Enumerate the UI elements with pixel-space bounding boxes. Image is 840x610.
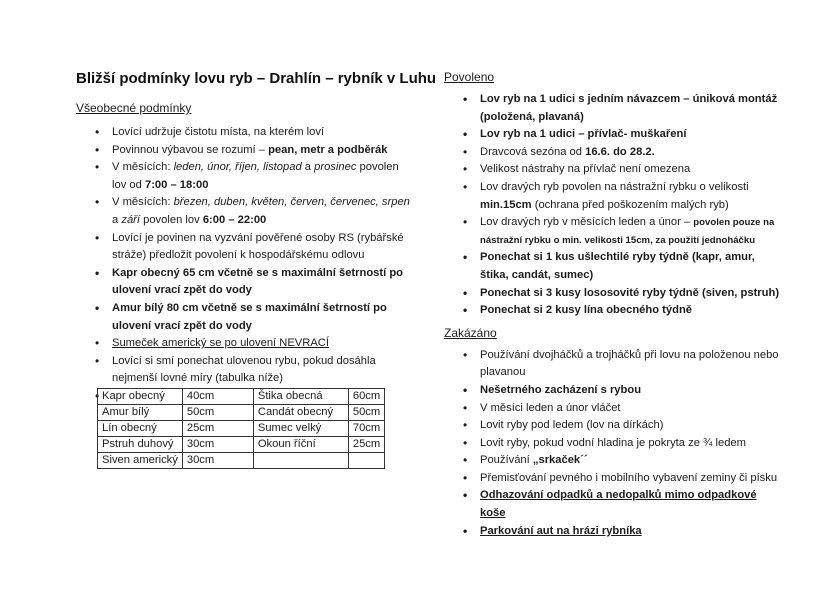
list-item: • V měsíci leden a únor vláčet: [444, 400, 784, 418]
list-item: • Lov ryb na 1 udici – přívlač- muškaření: [444, 126, 784, 144]
general-conditions-list: [76, 124, 416, 406]
list-item: • Nešetrného zacházení s rybou: [444, 382, 784, 400]
list-item: • Kapr obecný 65 cm včetně se s maximální šetrností po ulovení vrací zpět do vody: [76, 265, 416, 300]
table-row: [98, 453, 385, 469]
list-item: • V měsících: leden, únor, říjen, listopad a prosinec povolen lov od 7:00 – 18:00: [76, 159, 416, 194]
list-item: • Přemisťování pevného i mobilního vybavení zeminy či písku: [444, 470, 784, 488]
table-cell: 25cm: [348, 437, 384, 453]
table-row: [98, 437, 385, 453]
list-item: • Lov dravých ryb povolen na nástražní rybku o velikosti min.15cm (ochrana před poškozením malých ryb): [444, 179, 784, 214]
table-cell: Štika obecná: [253, 389, 348, 405]
table-cell: 50cm: [182, 405, 253, 421]
list-item: • Ponechat si 2 kusy lína obecného týdně: [444, 302, 784, 320]
forbidden-heading: Zakázáno: [444, 325, 497, 340]
list-item: • Lov ryb na 1 udici s jedním návazcem – úniková montáž (položená, plavaná): [444, 91, 784, 126]
page-title: Bližší podmínky lovu ryb – Drahlín – rybník v Luhu: [76, 70, 437, 87]
table-cell: 70cm: [348, 421, 384, 437]
list-item: • Ponechat si 3 kusy lososovité ryby týdně (siven, pstruh): [444, 285, 784, 303]
table-cell: Lín obecný: [98, 421, 183, 437]
table-cell: Amur bílý: [98, 405, 183, 421]
table-row: [98, 421, 385, 437]
allowed-heading: Povoleno: [444, 70, 495, 84]
table-cell: Candát obecný: [253, 405, 348, 421]
list-item: • Sumeček americký se po ulovení NEVRACÍ: [76, 335, 416, 353]
list-item: • Amur bílý 80 cm včetně se s maximální šetrností po ulovení vrací zpět do vody: [76, 300, 416, 335]
list-item: • V měsících: březen, duben, květen, červen, červenec, srpen a září povolen lov 6:00 – 22:00: [76, 194, 416, 229]
list-item: • Ponechat si 1 kus ušlechtilé ryby týdně (kapr, amur, štika, candát, sumec): [444, 249, 784, 284]
minimum-size-table: [97, 388, 385, 469]
list-item: • Dravcová sezóna od 16.6. do 28.2.: [444, 144, 784, 162]
table-row: [98, 405, 385, 421]
forbidden-list: [444, 347, 784, 541]
table-cell: 30cm: [182, 453, 253, 469]
list-item: • Lovit ryby pod ledem (lov na dírkách): [444, 417, 784, 435]
table-cell: Okoun říční: [253, 437, 348, 453]
list-item: • Lov dravých ryb v měsících leden a únor – povolen pouze na nástražní rybku o min. velikosti 15cm, za použití jednoháčku: [444, 214, 784, 249]
table-cell: Pstruh duhový: [98, 437, 183, 453]
list-item: • Používání „srkaček´´: [444, 452, 784, 470]
list-item: • Velikost nástrahy na přívlač není omezena: [444, 161, 784, 179]
list-item: • Odhazování odpadků a nedopalků mimo odpadkové koše: [444, 487, 784, 522]
table-cell: [348, 453, 384, 469]
right-column: [444, 70, 784, 540]
table-cell: 40cm: [182, 389, 253, 405]
table-cell: [253, 453, 348, 469]
table-cell: 50cm: [348, 405, 384, 421]
table-cell: 25cm: [182, 421, 253, 437]
table-cell: 60cm: [348, 389, 384, 405]
list-item: • Lovící udržuje čistotu místa, na kterém loví: [76, 124, 416, 142]
list-item: • Lovící je povinen na vyzvání pověřené osoby RS (rybářské stráže) předložit povolení k hospodářskému odlovu: [76, 230, 416, 265]
list-item: • Parkování aut na hrázi rybníka: [444, 523, 784, 541]
table-cell: 30cm: [182, 437, 253, 453]
list-item: • Lovit ryby, pokud vodní hladina je pokryta ze ¾ ledem: [444, 435, 784, 453]
list-item: • Používání dvojháčků a trojháčků při lovu na položenou nebo plavanou: [444, 347, 784, 382]
table-cell: Sumec velký: [253, 421, 348, 437]
table-cell: Kapr obecný: [98, 389, 183, 405]
left-column: [76, 70, 437, 406]
allowed-list: [444, 91, 784, 320]
list-item: • Lovící si smí ponechat ulovenou rybu, pokud dosáhla nejmenší lovné míry (tabulka níže): [76, 353, 416, 388]
table-row: [98, 389, 385, 405]
general-conditions-heading: Všeobecné podmínky: [76, 101, 192, 115]
list-item: • Povinnou výbavou se rozumí – pean, metr a podběrák: [76, 142, 416, 160]
table-cell: Siven americký: [98, 453, 183, 469]
